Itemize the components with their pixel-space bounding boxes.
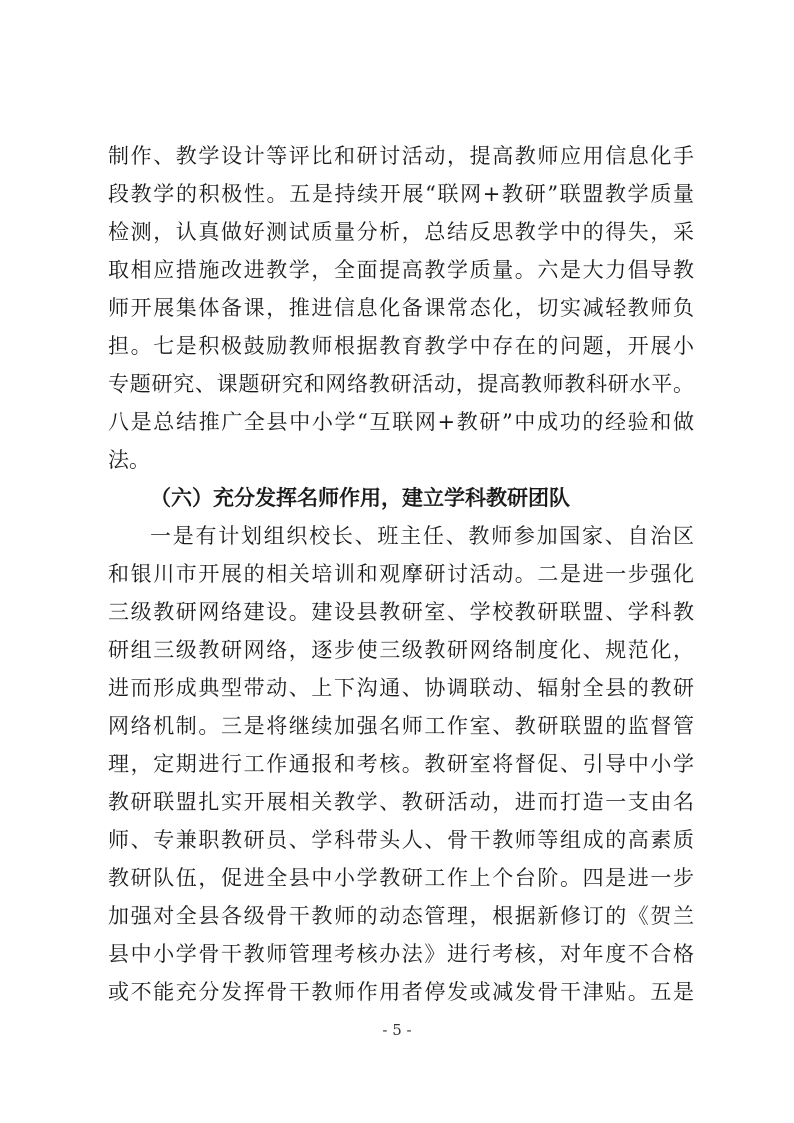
paragraph-1-line-4: 取相应措施改进教学，全面提高教学质量。六是大力倡导教 (108, 258, 694, 282)
paragraph-2-line-9: 师、专兼职教研员、学科带头人、骨干教师等组成的高素质 (108, 828, 694, 852)
paragraph-1-line-5: 师开展集体备课，推进信息化备课常态化，切实减轻教师负 (108, 296, 694, 320)
paragraph-1-line-8: 八是总结推广全县中小学“互联网+教研”中成功的经验和做 (108, 410, 694, 434)
paragraph-2-line-1: 一是有计划组织校长、班主任、教师参加国家、自治区 (150, 524, 694, 548)
paragraph-2-line-13: 或不能充分发挥骨干教师作用者停发或减发骨干津贴。五是 (108, 980, 694, 1004)
paragraph-1-line-1: 制作、教学设计等评比和研讨活动，提高教师应用信息化手 (108, 144, 694, 168)
paragraph-1-line-6: 担。七是积极鼓励教师根据教育教学中存在的问题，开展小 (108, 334, 694, 358)
paragraph-2-line-8: 教研联盟扎实开展相关教学、教研活动，进而打造一支由名 (108, 790, 694, 814)
page-number: - 5 - (382, 1021, 412, 1039)
paragraph-2-line-6: 网络机制。三是将继续加强名师工作室、教研联盟的监督管 (108, 714, 694, 738)
paragraph-1-line-7: 专题研究、课题研究和网络教研活动，提高教师教科研水平。 (108, 372, 694, 396)
paragraph-2-line-3: 三级教研网络建设。建设县教研室、学校教研联盟、学科教 (108, 600, 694, 624)
paragraph-2-line-2: 和银川市开展的相关培训和观摩研讨活动。二是进一步强化 (108, 562, 694, 586)
section-heading: （六）充分发挥名师作用，建立学科教研团队 (150, 485, 570, 510)
paragraph-2-line-7: 理，定期进行工作通报和考核。教研室将督促、引导中小学 (108, 752, 694, 776)
paragraph-1-line-9: 法。 (108, 448, 150, 472)
paragraph-2-line-5: 进而形成典型带动、上下沟通、协调联动、辐射全县的教研 (108, 676, 694, 700)
paragraph-1-line-3: 检测，认真做好测试质量分析，总结反思教学中的得失，采 (108, 220, 694, 244)
paragraph-2-line-4: 研组三级教研网络，逐步使三级教研网络制度化、规范化， (108, 638, 694, 662)
paragraph-2-line-11: 加强对全县各级骨干教师的动态管理，根据新修订的《贺兰 (108, 904, 694, 928)
paragraph-2-line-10: 教研队伍，促进全县中小学教研工作上个台阶。四是进一步 (108, 866, 694, 890)
paragraph-1-line-2: 段教学的积极性。五是持续开展“联网+教研”联盟教学质量 (108, 182, 694, 206)
paragraph-2-line-12: 县中小学骨干教师管理考核办法》进行考核，对年度不合格 (108, 942, 694, 966)
